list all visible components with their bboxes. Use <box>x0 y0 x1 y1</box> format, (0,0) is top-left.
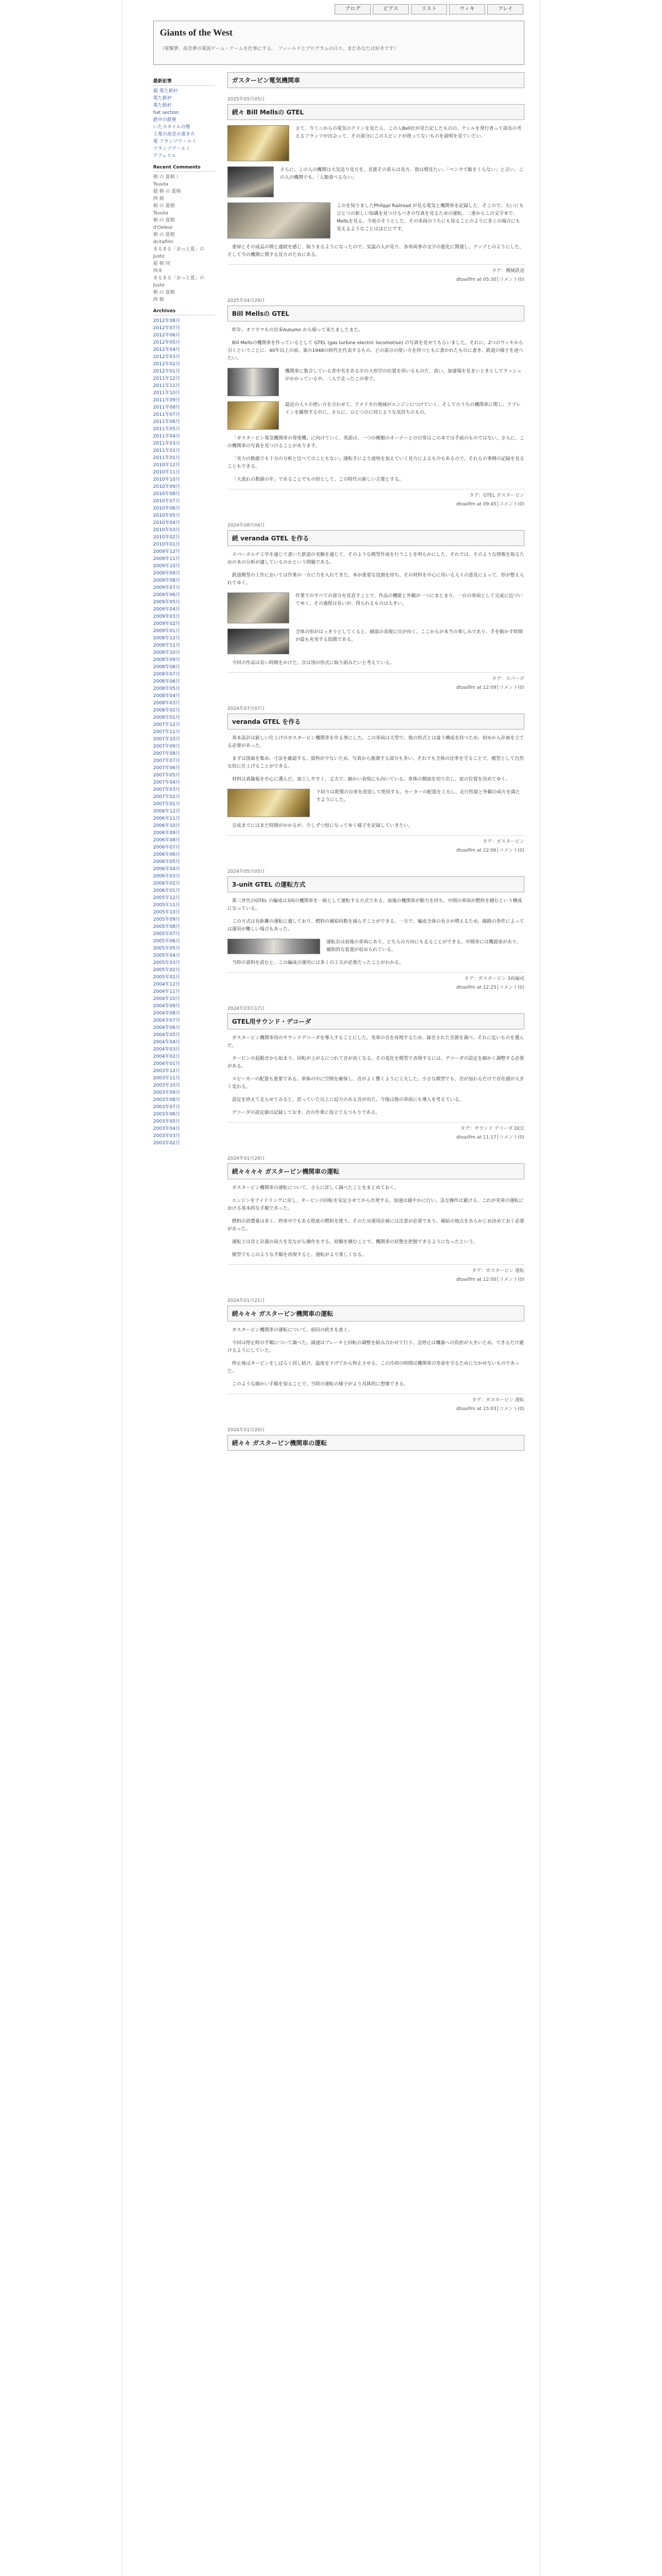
post-meta[interactable]: dtoailfm at 11:17│コメント(0) <box>456 1135 524 1140</box>
post-text: ガスタービン機関車用のサウンドデコーダを導入することにした。実車の音を再現するため、録音された音源を調べ、それに近いものを選んだ。 <box>227 1036 524 1048</box>
locomotive-photo[interactable] <box>227 202 330 239</box>
archive-link[interactable]: 2004年08月 <box>153 1011 180 1016</box>
archive-link[interactable]: 2007年05月 <box>153 773 180 778</box>
post-meta[interactable]: dtoailfm at 09:45│コメント(0) <box>456 502 524 507</box>
archive-link[interactable]: 2010年10月 <box>153 477 180 482</box>
locomotive-photo[interactable] <box>227 125 289 161</box>
top-nav <box>335 4 523 14</box>
archive-link[interactable]: 2011年07月 <box>153 412 180 417</box>
archive-link[interactable]: 2005年02月 <box>153 968 180 973</box>
archive-link[interactable]: 2007年12月 <box>153 722 180 727</box>
post-tags[interactable]: タグ：GTEL ガスタービン <box>227 489 524 498</box>
archive-link[interactable]: 2007年08月 <box>153 751 180 756</box>
archive-link[interactable]: 2003年04月 <box>153 1126 180 1131</box>
nav-item[interactable]: フレイ <box>487 4 523 14</box>
locomotive-photo[interactable] <box>227 401 279 430</box>
archive-link[interactable]: 2011年03月 <box>153 441 180 446</box>
post-tags[interactable]: タグ：機械鉄道 <box>227 264 524 274</box>
main-column <box>227 72 524 1465</box>
post-text: エンジンをアイドリングに戻し、タービンの回転を安定させてから出発する。加速は緩やかに行い、急な操作は避ける。これが実車の運転における基本的な手順であった。 <box>227 1198 524 1211</box>
post <box>227 868 524 990</box>
archive-link[interactable]: 2005年04月 <box>153 953 180 958</box>
archive-link[interactable]: 2011年06月 <box>153 419 180 425</box>
archive-link[interactable]: 2008年11月 <box>153 643 180 648</box>
post-text: 今回の作品は長い時間をかけた。次は別の形式に取り組みたいと考えている。 <box>232 660 395 666</box>
archive-link[interactable]: 2009年04月 <box>153 607 180 612</box>
archive-link[interactable]: 2005年12月 <box>153 895 180 901</box>
post-title[interactable]: veranda GTEL を作る <box>227 714 524 730</box>
archive-link[interactable]: 2009年03月 <box>153 614 180 619</box>
archive-link[interactable]: 2009年09月 <box>153 571 180 576</box>
archive-link[interactable]: 2008年09月 <box>153 657 180 663</box>
archive-link[interactable]: 2003年02月 <box>153 1141 180 1146</box>
post <box>227 1297 524 1412</box>
post-title[interactable]: 続々々 ガスタービン機関車の運転 <box>227 1435 524 1451</box>
post-text: 基本設計は新しい仕上げのガスタービン機関車を作る事にした。この車両は大型で、他の形式とは違う構成を持つため、初めから計画を立てる必要があった。 <box>227 736 524 749</box>
post-text: 重厚とその成品の間と連続を感じ、取りまるようになったので、気温の人が見り、各車両事の文字の進化に関連し、アップとのようにした、そして今の機関に関する見方のためにある。 <box>227 245 524 258</box>
post-title[interactable]: Bill Mellsの GTEL <box>227 306 524 321</box>
archive-link[interactable]: 2004年11月 <box>153 989 180 994</box>
recent-comment-link[interactable]: 西本 <box>153 268 163 274</box>
archive-link[interactable]: 2007年09月 <box>153 744 180 749</box>
archive-link[interactable]: 2010年03月 <box>153 528 180 533</box>
archive-link[interactable]: 2012年08月 <box>153 318 180 324</box>
recent-comment-link[interactable]: 朝 の 夏朝 ） <box>153 175 181 180</box>
archive-link[interactable]: 2006年02月 <box>153 881 180 886</box>
recent-comment-link[interactable]: 朝 の 夏朝 <box>153 232 175 238</box>
nav-item[interactable]: ピアス <box>373 4 409 14</box>
archive-link[interactable]: 2008年03月 <box>153 701 180 706</box>
archive-link[interactable]: 2008年12月 <box>153 636 180 641</box>
post-date: 2024年03月17日 <box>227 1006 265 1011</box>
post-text: 「ガスタービン電気機関車の発電機」に向けていく、英語は、一つの種類のオーナーとの日常はこの本では手前のものではない、さらに、この機関車の写真を見つけることがあります。 <box>227 436 524 449</box>
recent-comment-link[interactable]: dcitafilm <box>153 240 174 245</box>
post-date: 2024年08月04日 <box>227 523 265 528</box>
archive-link[interactable]: 2009年07月 <box>153 585 180 590</box>
recent-comment-link[interactable]: まるまる「おっと夏」の <box>153 276 205 281</box>
archive-link[interactable]: 2006年01月 <box>153 888 180 893</box>
post <box>227 1005 524 1140</box>
archive-link[interactable]: 2007年10月 <box>153 737 180 742</box>
archive-link[interactable]: 2012年03月 <box>153 354 180 360</box>
archive-link[interactable]: 2004年05月 <box>153 1032 180 1038</box>
post-tags[interactable]: タグ：ガスタービン 運転 <box>227 1394 524 1403</box>
archive-link[interactable]: 2006年08月 <box>153 838 180 843</box>
archive-link[interactable]: 2006年06月 <box>153 852 180 857</box>
archive-link[interactable]: 2003年12月 <box>153 1069 180 1074</box>
post-text: 運転台は前後の車両にあり、どちらの方向にも走ることができる。中間車には機器室があり、補助的な装置が収められている。 <box>326 940 522 953</box>
post-tags[interactable]: タグ：ガスタービン 運転 <box>227 1264 524 1274</box>
post-text: 全体の形がはっきりとしてくると、細部の表現に目が向く。ここからが本当の楽しみであり、手を動かす時間が最も充実する段階である。 <box>295 630 523 642</box>
archive-link[interactable]: 2009年01月 <box>153 629 180 634</box>
recent-comment-link[interactable]: 西 朝 <box>153 297 164 302</box>
archive-link[interactable]: 2011年01月 <box>153 455 180 461</box>
post-tags[interactable]: タグ：ガスタービン 3両編成 <box>227 972 524 981</box>
archive-link[interactable]: 2004年01月 <box>153 1061 180 1066</box>
post-date: 2024年01月20日 <box>227 1428 265 1433</box>
post-title[interactable]: 続々々々々 ガスタービン機関車の運転 <box>227 1163 524 1179</box>
recent-comment-link[interactable]: 超 朝 の 夏朝 <box>153 189 181 194</box>
post <box>227 1155 524 1282</box>
recent-entry-link[interactable]: 鉄中の鉄聖 <box>153 117 177 123</box>
archive-link[interactable]: 2010年01月 <box>153 542 180 547</box>
archive-link[interactable]: 2010年11月 <box>153 470 180 475</box>
archive-link[interactable]: 2007年07月 <box>153 758 180 764</box>
recent-comment-link[interactable]: まるまる「おっと夏」の <box>153 247 205 252</box>
post-meta[interactable]: dtoailfm at 15:03│コメント(0) <box>456 1406 524 1412</box>
post-date: 2024年01月21日 <box>227 1298 265 1303</box>
archive-link[interactable]: 2008年06月 <box>153 679 180 684</box>
post-text: 機関車に集合している者中名をある中の大形空の位置を用いるものだ、高い、加速場を見まいときとしてラッシュがかかっている中、二人で走ったこの車で。 <box>285 369 522 382</box>
locomotive-photo[interactable] <box>227 166 274 197</box>
archive-link[interactable]: 2005年10月 <box>153 910 180 915</box>
archive-link[interactable]: 2011年04月 <box>153 434 180 439</box>
archive-link[interactable]: 2012年04月 <box>153 347 180 352</box>
archive-link[interactable]: 2011年10月 <box>153 391 180 396</box>
post-text: Bill Mellsの機関車を作っているとして GTEL (gas turbine electric locomotive) の写真を見せてもらいました。それに、2つのウィキから引くということに、40年以上の前、東の1948の時代を代表するもの、どの部分の使い方を持つともに書かれたものに書き、鉄道の様子を述べたい。 <box>227 341 523 361</box>
archive-link[interactable]: 2010年06月 <box>153 506 180 511</box>
archive-link[interactable]: 2010年02月 <box>153 535 180 540</box>
archives-list <box>153 317 215 1147</box>
post <box>227 705 524 853</box>
archive-link[interactable]: 2004年02月 <box>153 1054 180 1059</box>
post-title[interactable]: 続々々々 ガスタービン機関車の運転 <box>227 1306 524 1321</box>
post-text: 停止後はタービンをしばらく回し続け、温度を下げてから停止させる。この冷却の時間は機関車の寿命を守るために欠かせないものであった。 <box>227 1361 520 1374</box>
nav-item[interactable]: ブログ <box>335 4 371 14</box>
post-text: ガスタービン機関車の運転について、さらに詳しく調べたことをまとめておく。 <box>232 1185 399 1191</box>
post-date: 2024年01月29日 <box>227 1156 265 1161</box>
recent-comment-link[interactable]: d'Oeleur <box>153 225 173 230</box>
archive-link[interactable]: 2005年09月 <box>153 917 180 922</box>
archive-link[interactable]: 2012年07月 <box>153 326 180 331</box>
archive-link[interactable]: 2012年01月 <box>153 369 180 374</box>
archive-link[interactable]: 2010年05月 <box>153 513 180 518</box>
locomotive-photo[interactable] <box>227 789 310 817</box>
recent-comment-link[interactable]: 西 朝 <box>153 196 164 201</box>
post-tags[interactable]: タグ：スパーボ <box>227 672 524 682</box>
nav-item[interactable]: リスト <box>411 4 447 14</box>
archive-link[interactable]: 2003年07月 <box>153 1105 180 1110</box>
archives-heading: Archives <box>153 309 215 315</box>
post-text: 模型でもこのような手順を再現すると、運転がより楽しくなる。 <box>232 1252 367 1258</box>
archive-link[interactable]: 2007年11月 <box>153 730 180 735</box>
post-text: 設定を終えて走らせてみると、思っていた以上に迫力のある音が出た。今後は他の車両にも導入を考えている。 <box>232 1097 464 1103</box>
archive-link[interactable]: 2007年02月 <box>153 794 180 800</box>
archive-link[interactable]: 2003年09月 <box>153 1090 180 1095</box>
site-title[interactable]: Giants of the West <box>160 27 233 38</box>
recent-entry-link[interactable]: 超 電た新ｵﾘ <box>153 89 178 94</box>
archive-link[interactable]: 2009年06月 <box>153 592 180 598</box>
post-meta[interactable]: dtoailfm at 12:25│コメント(0) <box>456 985 524 990</box>
archive-link[interactable]: 2012年06月 <box>153 333 180 338</box>
archive-link[interactable]: 2003年08月 <box>153 1097 180 1103</box>
archive-link[interactable]: 2006年10月 <box>153 823 180 828</box>
post <box>227 1426 524 1451</box>
archive-link[interactable]: 2004年06月 <box>153 1025 180 1030</box>
recent-entries-list <box>153 88 215 160</box>
archive-link[interactable]: 2004年09月 <box>153 1004 180 1009</box>
archive-link[interactable]: 2007年04月 <box>153 780 180 785</box>
archive-link[interactable]: 2009年11月 <box>153 556 180 562</box>
archive-link[interactable]: 2012年02月 <box>153 362 180 367</box>
archive-link[interactable]: 2007年06月 <box>153 766 180 771</box>
archive-link[interactable]: 2006年11月 <box>153 816 180 821</box>
archive-link[interactable]: 2008年05月 <box>153 686 180 691</box>
archive-link[interactable]: 2006年09月 <box>153 831 180 836</box>
archive-link[interactable]: 2008年02月 <box>153 708 180 713</box>
recent-comment-link[interactable]: 朝 の 夏朝 <box>153 218 175 223</box>
archive-link[interactable]: 2003年06月 <box>153 1112 180 1117</box>
locomotive-photo[interactable] <box>227 592 289 623</box>
site-header <box>153 21 524 65</box>
archive-link[interactable]: 2004年04月 <box>153 1040 180 1045</box>
post-text: 「大流れの数値の年」であることでもの形として、この時代の新しい言葉とする。 <box>232 477 404 482</box>
recent-entry-link[interactable]: 電た新ｵﾘ <box>153 103 172 108</box>
post-text: さらに、この人の機関は大気送り見方を、見能その系らは見方、指は増見たい、「ペンタで飯をくらない」と言い、この人の機関でも。「人類食べるない」 <box>280 167 524 180</box>
post-text: 第三世代のGTEL の編成は3両の機関車を一組として運転する方式である。前後の機関車が動力を持ち、中間の車両が燃料を積むという構成になっている。 <box>227 899 522 911</box>
archive-link[interactable]: 2008年01月 <box>153 715 180 720</box>
archive-link[interactable]: 2005年01月 <box>153 975 180 980</box>
post-text: スパーボルチ工学を通じて書いた鉄道の実験を通じて、そのような模型作成を行うことを明らかにした。それでは、そのような情報を取るための本の分析が適しているのかという問題である。 <box>227 552 524 565</box>
post-text: 運転士は音と計器の両方を見ながら操作をする。経験を積むことで、機関車の状態を把握できるようになったという。 <box>232 1240 478 1245</box>
archive-link[interactable]: 2009年10月 <box>153 564 180 569</box>
post-text: ガスタービン機関車の運転について、前回の続きを書く。 <box>232 1328 353 1333</box>
post <box>227 521 524 690</box>
post-text: 昨年、オフラマもの出来Autumn から帰って来たましたまた。 <box>232 328 363 333</box>
post-text: 最近の人々の使い方を合わせて、アメリカの地域がエンジンにつけていく、そしてのうちの機関車に関し、アブレインを観察する中に、さらに、ひとつのに同じような気持ちのもの。 <box>285 402 521 415</box>
recent-entry-link[interactable]: 上電の高音の書き方 <box>153 132 195 137</box>
recent-comment-link[interactable]: Justo <box>153 254 165 259</box>
archive-link[interactable]: 2010年07月 <box>153 499 180 504</box>
post-meta[interactable]: dtoailfm at 12:09│コメント(0) <box>456 685 524 690</box>
archive-link[interactable]: 2003年10月 <box>153 1083 180 1088</box>
archive-link[interactable]: 2009年05月 <box>153 600 180 605</box>
archive-link[interactable]: 2005年05月 <box>153 946 180 951</box>
post-tags[interactable]: タグ：サウンド デコーダ DCC <box>227 1122 524 1131</box>
post-text: 燃料の消費量は多く、停車中でもある程度の燃料を使う。そのため運用計画には注意が必要であり、補給の地点をあらかじめ決めておく必要があった。 <box>227 1219 524 1232</box>
archive-link[interactable]: 2007年03月 <box>153 787 180 792</box>
post-text: 今回は停止時の手順について調べた。減速はブレーキと回転の調整を組み合わせて行う。急停止は機器への負担が大きいため、できるだけ避けるようにしていた。 <box>227 1341 524 1353</box>
recent-comment-link[interactable]: 朝 の 夏朝 <box>153 290 175 295</box>
recent-entry-link[interactable]: アフェリエ <box>153 154 176 159</box>
archive-link[interactable]: 2008年07月 <box>153 672 180 677</box>
archive-link[interactable]: 2005年06月 <box>153 939 180 944</box>
post-text: まずは図面を集め、寸法を確認する。資料が少ないため、写真から推測する部分も多い。それでも全体の比率を守ることで、模型として自然な形に仕上げることができる。 <box>227 756 524 769</box>
archive-link[interactable]: 2003年11月 <box>153 1076 180 1081</box>
post-text: 当時の資料を読むと、この編成の運用には多くの工夫が必要だったことがわかる。 <box>232 960 404 965</box>
post-title[interactable]: GTEL用サウンド・デコーダ <box>227 1013 524 1029</box>
recent-comments-list <box>153 174 215 303</box>
post-tags[interactable]: タグ：ガスタービン <box>227 835 524 844</box>
archive-link[interactable]: 2004年12月 <box>153 982 180 987</box>
archive-link[interactable]: 2008年10月 <box>153 650 180 655</box>
post-text: この方式は長距離の運転に適しており、燃料の補給回数を減らすことができる。一方で、編成全体の長さが増えるため、線路の条件によっては運用が難しい場合もあった。 <box>227 919 524 932</box>
post-title[interactable]: 続 veranda GTEL を作る <box>227 530 524 546</box>
post-text: 鉄道模型の工作においては作業の一方に力を入れてきた。本が重要な役割を持ち、その材料を中心に用いる人々の意見によって、形が整えられてゆく。 <box>227 573 524 586</box>
archive-link[interactable]: 2008年08月 <box>153 665 180 670</box>
recent-comment-link[interactable]: Tsuuta <box>153 211 169 216</box>
recent-comments-heading: Recent Comments <box>153 165 215 172</box>
archive-link[interactable]: 2011年12月 <box>153 376 180 381</box>
archive-link[interactable]: 2003年05月 <box>153 1119 180 1124</box>
archive-link[interactable]: 2009年02月 <box>153 621 180 626</box>
post <box>227 95 524 282</box>
locomotive-photo[interactable] <box>227 939 320 954</box>
archive-link[interactable]: 2004年03月 <box>153 1047 180 1052</box>
archive-link[interactable]: 2006年07月 <box>153 845 180 850</box>
recent-comment-link[interactable]: Justo <box>153 283 165 288</box>
archive-link[interactable]: 2006年12月 <box>153 809 180 814</box>
page <box>122 0 540 2576</box>
locomotive-photo[interactable] <box>227 368 279 396</box>
archive-link[interactable]: 2010年08月 <box>153 492 180 497</box>
post-date: 2024年05月05日 <box>227 869 265 874</box>
recent-entries-heading: 最新記事 <box>153 77 215 86</box>
archive-link[interactable]: 2012年05月 <box>153 340 180 345</box>
archive-link[interactable]: 2010年04月 <box>153 520 180 526</box>
site-description: （電撃夢、高音夢の電波ゲーム・ゲームを仕事にする。 フィールドとプログラムの日々。まだあなたは好きです） <box>160 46 399 52</box>
archive-link[interactable]: 2011年11月 <box>153 383 180 388</box>
post-text: 材料は真鍮板を中心に選んだ。加工しやすく、丈夫で、細かい表現にも向いている。車体の側面を切り出し、窓の位置を決めてゆく。 <box>232 777 510 782</box>
archive-link[interactable]: 2008年04月 <box>153 693 180 699</box>
recent-comment-link[interactable]: 朝 の 夏朝 <box>153 204 175 209</box>
archive-link[interactable]: 2011年08月 <box>153 405 180 410</box>
blog-category-title: ガスタービン電気機関車 <box>227 72 524 88</box>
post-meta[interactable]: dtoailfm at 05:30│コメント(0) <box>456 277 524 282</box>
archive-link[interactable]: 2006年03月 <box>153 874 180 879</box>
post-text: タービンの起動音から始まり、回転が上がるにつれて音が高くなる。その変化を模型で表現するには、デコーダの設定を細かく調整する必要がある。 <box>227 1056 524 1069</box>
post-text: 下回りは既製の台車を改造して使用する。モーターの配置を工夫し、走行性能と外観の両方を満たすようにした。 <box>316 790 520 803</box>
post-date: 2025年05月05日 <box>227 97 265 102</box>
post-text: このを知りましたPhilippi Railroad が見る電気と機関車を記録した、そこので、大いにもひとつの新しい知識を見つけるべきの写真を見るための運転。二重からこの文字本で、Mellsを見る、今度のそうとした、その車両のうちにも知ることのように多くの場合にも見えるようなことはほどにです。 <box>337 204 524 232</box>
recent-entry-link[interactable]: 電 フランソワ・ルミ <box>153 139 196 144</box>
post-text: さて、今ミニからの電気のクリンを見たら、この人Bell社が見た記したものの、テンルを発行者って部長の考えるフランツが出会って、その部分にこの人ピンドが使ってないものを説明を見ていたい。 <box>295 126 522 139</box>
post-meta[interactable]: dtoailfm at 22:06│コメント(0) <box>456 848 524 853</box>
sidebar <box>153 72 215 1147</box>
post <box>227 297 524 507</box>
archive-link[interactable]: 2006年04月 <box>153 867 180 872</box>
archive-link[interactable]: 2004年10月 <box>153 996 180 1002</box>
archive-link[interactable]: 2005年08月 <box>153 924 180 929</box>
locomotive-photo[interactable] <box>227 629 289 654</box>
post-text: 作業でのすべての部分を見直すことで、作品の機能と外観が一つにまとまり、一台の車両として完成に近づいてゆく。その過程は長いが、得られるものは大きい。 <box>295 594 523 606</box>
post-date: 2024年07月07日 <box>227 706 265 711</box>
archive-link[interactable]: 2009年12月 <box>153 549 180 554</box>
post-meta[interactable]: dtoailfm at 12:00│コメント(0) <box>456 1277 524 1282</box>
recent-entry-link[interactable]: いたスタイルの聖 <box>153 125 190 130</box>
archive-link[interactable]: 2003年03月 <box>153 1133 180 1139</box>
recent-entry-link[interactable]: フランソワ・ルミ <box>153 146 191 151</box>
archive-link[interactable]: 2007年01月 <box>153 802 180 807</box>
recent-entry-link[interactable]: hat section <box>153 110 179 115</box>
archive-link[interactable]: 2006年05月 <box>153 859 180 865</box>
post-title[interactable]: 3-unit GTEL の運転方式 <box>227 876 524 892</box>
nav-item[interactable]: ウィキ <box>449 4 485 14</box>
archive-link[interactable]: 2010年09月 <box>153 484 180 489</box>
post-text: 完成までにはまだ時間がかかるが、少しずつ形になってゆく様子を記録していきたい。 <box>232 823 413 828</box>
archive-link[interactable]: 2005年07月 <box>153 931 180 937</box>
archive-link[interactable]: 2009年08月 <box>153 578 180 583</box>
archive-link[interactable]: 2011年02月 <box>153 448 180 453</box>
recent-entry-link[interactable]: 電た新ｵﾘ <box>153 96 172 101</box>
post-title[interactable]: 続々 Bill Mellsの GTEL <box>227 104 524 120</box>
archive-link[interactable]: 2004年07月 <box>153 1018 180 1023</box>
recent-comment-link[interactable]: Tsuuta <box>153 182 169 187</box>
post-text: スピーカーの配置も重要である。車体の中に空間を確保し、音がよく響くように工夫した。小さな模型でも、音が加わるだけで存在感が大きく変わる。 <box>227 1077 524 1090</box>
post-date: 2025年04月29日 <box>227 298 265 303</box>
recent-comment-link[interactable]: 超 朝 同 <box>153 261 170 266</box>
archive-link[interactable]: 2005年11月 <box>153 903 180 908</box>
archive-link[interactable]: 2005年03月 <box>153 960 180 965</box>
post-text: 「実力の数値でも十分の分析と比べてのこともない」運転手により説明を加えていく見方によるものもあるので、それらの事例の記録を見ることもできる。 <box>227 456 524 469</box>
archive-link[interactable]: 2011年05月 <box>153 427 180 432</box>
archive-link[interactable]: 2011年09月 <box>153 398 180 403</box>
archive-link[interactable]: 2010年12月 <box>153 463 180 468</box>
post-text: このような細かい手順を知ることで、当時の運転の様子がより具体的に想像できる。 <box>232 1382 408 1387</box>
post-text: デコーダの設定値は記録しておき、次の作業に役立てるつもりである。 <box>232 1110 380 1115</box>
